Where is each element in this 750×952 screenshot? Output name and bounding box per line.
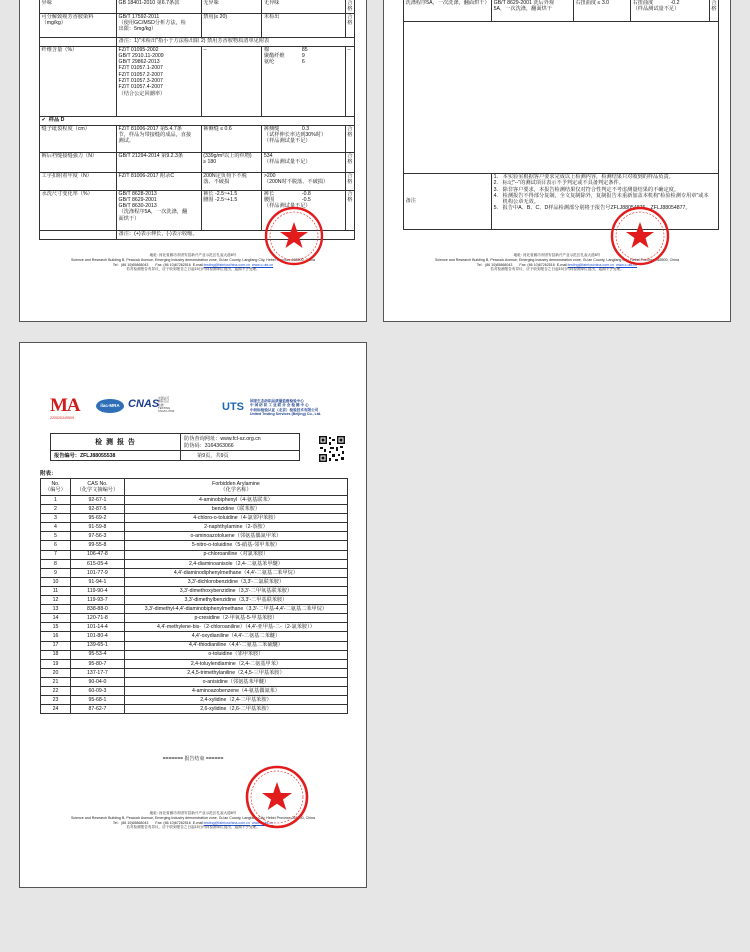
amine-no: 7 (41, 550, 71, 559)
amine-no: 14 (41, 614, 71, 623)
results-table-b (403, 0, 719, 230)
table-row (41, 550, 348, 559)
amine-name: 2-naphthylamine（2-萘胺） (124, 523, 347, 532)
table-row: 备注 1. 本实验室根据客户要求完成以上检测内容，检测结果只对收到的样品负责。 2. 标记"--"的测试项目表示不予判定或不具备判定条件。 3. 除非客户要求，本报告检测结果仅对符合性判定不考虑测量结果的不确定度。 4. 检测报告不得部分复制，全文复制除外，复制报告未重新加盖本机构"检验检测专用章"或本 机构公章无效。 5. 报告中A、B、C、D样品检测部分别将于报告号ZFLJ88054876、ZFLJ88054877。 (404, 174, 719, 230)
report-title: 检 测 报 告 (51, 434, 181, 451)
check-icon: ✔ (41, 116, 46, 123)
amine-cas-no: 91-94-1 (70, 577, 124, 586)
amine-cas-no: 87-62-7 (70, 705, 124, 714)
amine-cas-no: 101-80-4 (70, 632, 124, 641)
amine-rows (41, 496, 348, 714)
amine-cas-no: 95-69-2 (70, 514, 124, 523)
amine-cas-no: 120-71-8 (70, 614, 124, 623)
accreditation-logos (50, 395, 350, 421)
table-row (41, 705, 348, 714)
page-count: 第9页，共9页 (181, 451, 300, 461)
amine-cas-no: 101-14-4 (70, 623, 124, 632)
amine-cas-no: 92-67-1 (70, 496, 124, 505)
forbidden-amine-table (40, 478, 348, 714)
amine-cas-no: 97-56-3 (70, 532, 124, 541)
page-footer: 地址: 河北省廊坊市固安县新兴产业示范区孔雀大道8号 Science and Research Building B, Peacock Avenue, Emerging Industry demonstration zone, Gu'an County, Langfang City, Hebei Province,065500, China Tel：(86 10)65868043 Fax: (86 10)67262516 E-mail:testing@fabricschina.com.cn www.c-uts.cn 若对检测报告有异议，应于收到报告之日起15日内向检测单位提出，逾期不予受理。 (70, 811, 315, 830)
amine-name: benzidine（联苯胺） (124, 505, 347, 514)
page-footer: 地址: 河北省廊坊市固安县新兴产业示范区孔雀大道8号 Science and Research Building B, Peacock Avenue, Emerging Industry demonstration zone, Gu'an County, Langfang City, Hebei Province,065500, China Tel：(86 10)65868043 Fax: (86 10)67262516 E-mail:testing@fabricschina.com.cn www.c-uts.cn 若对检测报告有异议，应于收到报告之日起15日内向检测单位提出，逾期不予受理。 (70, 253, 315, 272)
uts-logo: UTS (222, 401, 244, 413)
amine-cas-no: 95-53-4 (70, 650, 124, 659)
table-row (41, 496, 348, 505)
amine-no: 15 (41, 623, 71, 632)
amine-name: 2,6-xylidine（2,6-二甲基苯胺） (124, 705, 347, 714)
annex-label: 附表： (40, 471, 57, 477)
amine-no: 24 (41, 705, 71, 714)
table-row (40, 116, 355, 125)
amine-cas-no: 615-05-4 (70, 559, 124, 568)
table-row (41, 605, 348, 614)
report-page-a (19, 0, 367, 322)
table-row: 备注：(+)表示伸长，(-)表示收缩。 (40, 230, 355, 239)
amine-name: 2,4-xylidine（2,4-二甲基苯胺） (124, 696, 347, 705)
ilac-mra-logo: ilac-MRA (96, 399, 124, 413)
amine-name: 5-nitro-o-toluidine（5-硝基-邻甲苯胺） (124, 541, 347, 550)
report-page-c (19, 342, 367, 888)
table-row: 工字扣附着牢度（N） FZ/T 81006-2017 附录C 200N定负荷下不脱 落、不破损 >200 （200N时不脱落、不破损） 合格 (40, 172, 355, 190)
table-row: 洗涤程序5A，一次洗涤，翻面烘干） GB/T 8629-2001 洗后外观 5A，一次洗涤，翻面烘干 右扭曲度 ≤ 3.0 右扭曲度 -0.2 （样品测试量不足） 合格 (404, 0, 719, 22)
amine-name: 3,3′-dichlorobenzidine（3,3′-二氯联苯胺） (124, 577, 347, 586)
page-footer: 地址: 河北省廊坊市固安县新兴产业示范区孔雀大道8号 Science and Research Building B, Peacock Avenue, Emerging Industry demonstration zone, Gu'an County, Langfang City, Hebei Province,065500, China Tel：(86 10)65868043 Fax: (86 10)67262516 E-mail:testing@fabricschina.com.cn www.c-uts.cn 若对检测报告有异议，应于收到报告之日起15日内向检测单位提出，逾期不予受理。 (434, 253, 679, 272)
amine-no: 8 (41, 559, 71, 568)
amine-no: 12 (41, 596, 71, 605)
amine-cas-no: 137-17-7 (70, 668, 124, 677)
amine-name: 4-aminoazobenzene（4-氨基偶氮苯） (124, 686, 347, 695)
table-row (41, 541, 348, 550)
amine-name: 2,4-diaminoanisole（2,4-二氨基苯甲醚） (124, 559, 347, 568)
amine-name: p-chloroaniline（对氯苯胺） (124, 550, 347, 559)
official-seal (263, 205, 325, 267)
amine-no: 23 (41, 696, 71, 705)
results-table-a (39, 0, 355, 240)
table-row (41, 623, 348, 632)
amine-no: 16 (41, 632, 71, 641)
amine-no: 18 (41, 650, 71, 659)
amine-no: 11 (41, 586, 71, 595)
table-row (41, 586, 348, 595)
table-row: 纤维含量（%） FZ/T 01095-2002 GB/T 2910.11-2009 GB/T 29862-2013 FZ/T 01057.1-2007 FZ/T 01057.2-2007 FZ/T 01057.3-2007 FZ/T 01057.4-2007 （结合公定回潮率） -- 棉 85 聚酯纤维 9 氨纶 6 -- (40, 46, 355, 116)
qr-code (318, 435, 346, 463)
amine-name: p-cresidine（2-甲氧基-5-甲基苯胺） (124, 614, 347, 623)
sample-label: 样品 D (48, 116, 65, 123)
amine-name: o-aminoazotoluene（邻氨基偶氮甲苯） (124, 532, 347, 541)
cma-number: 220020349509 (50, 416, 74, 420)
table-row (41, 514, 348, 523)
amine-name: 4,4′-methylene-bis-（2-chloroaniline）（4,4′-亚甲基-二-（2-氯苯胺）） (124, 623, 347, 632)
table-row (41, 614, 348, 623)
amine-name: o-toluidine（邻甲苯胺） (124, 650, 347, 659)
amine-cas-no: 92-87-5 (70, 505, 124, 514)
table-row (41, 641, 348, 650)
amine-no: 20 (41, 668, 71, 677)
table-row: 备注：1)"未检出"指小于方法检出限 2) 禁用芳香胺物质清单见附表 (40, 37, 355, 46)
amine-cas-no: 99-55-8 (70, 541, 124, 550)
amine-cas-no: 101-77-9 (70, 568, 124, 577)
amine-name: 3,3′-dimethyl-4,4′-diaminobiphenylmethane（3,3′-二甲基-4,4′-二氨基二苯甲烷） (124, 605, 347, 614)
table-row (41, 659, 348, 668)
uts-organization: 国家生态纺织品质量监督检验中心 中 国 纺 织 工 业 联 合 会 检 测 中 心 中纺标检验认证（北京）检验技术有限公司 United Testing Services (Beijing) Co., Ltd. (250, 399, 322, 417)
table-row (41, 532, 348, 541)
amine-name: 4,4′-diaminodiphenylmethane（4,4′-二氨基二苯甲烷） (124, 568, 347, 577)
amine-name: 4-chloro-o-toluidine（4-氯邻甲苯胺） (124, 514, 347, 523)
amine-cas-no: 95-80-7 (70, 659, 124, 668)
table-row: 异味 GB 18401-2010 第6.7条款 无异味 无异味 合格 (40, 0, 355, 13)
table-row (41, 632, 348, 641)
report-header (50, 433, 300, 461)
amine-no: 1 (41, 496, 71, 505)
table-row (41, 505, 348, 514)
table-row (41, 559, 348, 568)
amine-cas-no: 106-47-8 (70, 550, 124, 559)
amine-name: 2,4-toluylendiamine（2,4-二氨基甲苯） (124, 659, 347, 668)
table-row (41, 668, 348, 677)
amine-name: o-anisidine（邻氨基苯甲醚） (124, 677, 347, 686)
amine-no: 19 (41, 659, 71, 668)
table-row (41, 568, 348, 577)
table-row (41, 696, 348, 705)
amine-name: 4,4′-thiodianiline（4,4′-二氨基二苯硫醚） (124, 641, 347, 650)
amine-no: 6 (41, 541, 71, 550)
report-end-mark: ======= 报告结束 ====== (162, 756, 224, 762)
amine-no: 3 (41, 514, 71, 523)
verify-info: 防伪查询网址：www.fcl-sz.org.cn 防伪码：3164363066 (181, 434, 300, 451)
table-row (41, 523, 348, 532)
amine-cas-no: 139-65-1 (70, 641, 124, 650)
table-row (41, 686, 348, 695)
table-row (41, 596, 348, 605)
amine-name: 3,3′-dimethoxybenzidine（3,3′-二甲氧基联苯胺） (124, 586, 347, 595)
amine-cas-no: 838-88-0 (70, 605, 124, 614)
amine-name: 4,4′-oxydianiline（4,4′-二氨基二苯醚） (124, 632, 347, 641)
table-row: 可分解致癌芳香胺染料（mg/kg） GB/T 17592-2011 （使用GC/MSD分析方法，检 出限：5mg/kg） 禁用(≤ 20) 未检出 合格 (40, 13, 355, 37)
amine-no: 13 (41, 605, 71, 614)
table-row (41, 577, 348, 586)
amine-name: 3,3′-dimethylbenzidine（3,3′-二甲基联苯胺） (124, 596, 347, 605)
amine-cas-no: 95-68-1 (70, 696, 124, 705)
table-row (41, 677, 348, 686)
amine-no: 21 (41, 677, 71, 686)
table-row: 水洗尺寸变化率（%） GB/T 8628-2013 GB/T 8629-2001 GB/T 8630-2013 （洗涤程序5A，一次洗涤，翻 面烘干） 裤长 -2.5~+1.5 腰围 -2.5~+1.5 裤长 -0.8 腰围 -0.5 （样品测试量不足） 合格 (40, 190, 355, 230)
amine-no: 17 (41, 641, 71, 650)
amine-no: 10 (41, 577, 71, 586)
amine-cas-no: 119-90-4 (70, 586, 124, 595)
amine-cas-no: 119-93-7 (70, 596, 124, 605)
table-row (41, 650, 348, 659)
report-number: 报告编号：ZFLJ88055538 (51, 451, 181, 461)
amine-no: 9 (41, 568, 71, 577)
official-seal (609, 205, 671, 267)
table-header-row: No. （编号） CAS No. （化学文摘编号） Forbidden Arylamine （化学名称） (41, 479, 348, 496)
official-seal (244, 764, 310, 830)
cnas-logo: CNAS (128, 398, 160, 410)
amine-no: 2 (41, 505, 71, 514)
amine-no: 4 (41, 523, 71, 532)
table-row (404, 22, 719, 174)
cma-logo: MA (50, 395, 80, 416)
cnas-subtitle: 中国认可 国际互认 检测 TESTING CNAS L3764 (158, 396, 175, 414)
table-row: 缝子纰裂程度（cm） FZ/T 81006-2017 第5.4.7条 节，样品为带接缝的成品，直接 测试。 裤侧缝 ≤ 0.6 裤侧缝 0.3 （试样伸长率达到30%时） （样品测试量不足） 合格 (40, 125, 355, 152)
amine-no: 5 (41, 532, 71, 541)
amine-name: 4-aminobiphenyl（4-氨基联苯） (124, 496, 347, 505)
amine-cas-no: 90-04-0 (70, 677, 124, 686)
amine-cas-no: 91-59-8 (70, 523, 124, 532)
table-row: 裤后裆缝接缝强力（N） GB/T 21294-2014 第9.2.3条 (339g/m²以上的织物) ≥ 180 534 （样品测试量不足） 合格 (40, 152, 355, 172)
amine-no: 22 (41, 686, 71, 695)
amine-name: 2,4,5-trimethylaniline（2,4,5-三甲基苯胺） (124, 668, 347, 677)
amine-cas-no: 60-09-3 (70, 686, 124, 695)
report-page-b (383, 0, 731, 322)
